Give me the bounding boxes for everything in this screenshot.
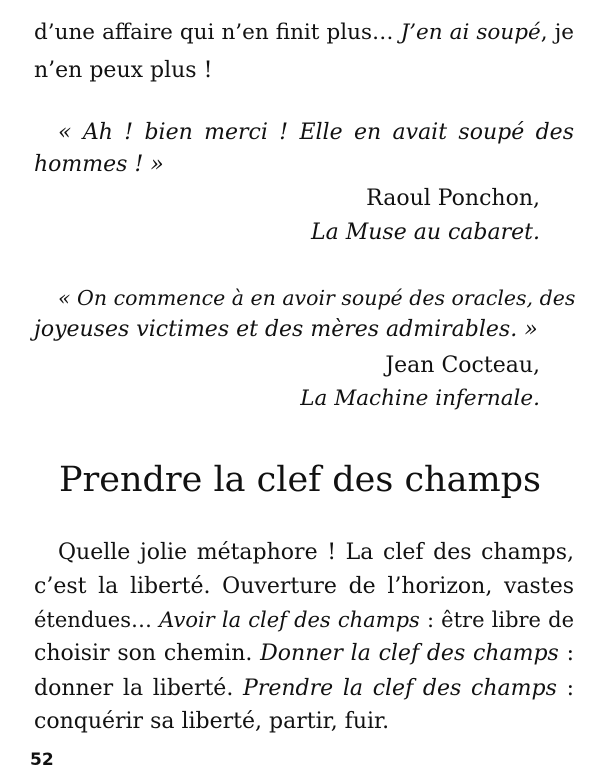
intro-line-1 (34, 18, 574, 48)
quote2-work: La Machine infernale. (300, 386, 540, 411)
body-line-1: Quelle jolie métaphore ! La clef des champs, (58, 540, 574, 565)
intro-line-2: n’en peux plus ! (34, 58, 213, 83)
quote1-work: La Muse au cabaret. (310, 220, 540, 245)
section-title: Prendre la clef des champs (58, 460, 542, 500)
body-line-2: c’est la liberté. Ouverture de l’horizon, vastes (34, 574, 574, 599)
quote2-line-2: joyeuses victimes et des mères admirables. » (34, 317, 538, 342)
body-italic: Donner la clef des champs (260, 641, 559, 666)
body-text: choisir son chemin. (34, 641, 261, 666)
intro-italic: J’en ai soupé (400, 20, 541, 45)
body-text: étendues… (34, 608, 160, 632)
quote2-author: Jean Cocteau, (385, 353, 540, 378)
quote2-line-1: « On commence à en avoir soupé des oracles, des (58, 286, 576, 310)
body-line-3 (34, 605, 574, 635)
body-line-5 (34, 674, 574, 704)
body-text: : (556, 676, 574, 701)
intro-text-end: , je (540, 20, 574, 45)
body-text: : être libre de (419, 608, 574, 632)
body-italic: Avoir la clef des champs (159, 608, 420, 632)
quote1-line-2: hommes ! » (34, 152, 164, 177)
intro-text: d’une affaire qui n’en finit plus… (34, 20, 401, 45)
body-line-4 (34, 639, 574, 669)
page-number: 52 (30, 750, 54, 770)
quote1-line-1: « Ah ! bien merci ! Elle en avait soupé des (58, 120, 574, 145)
quote1-author: Raoul Ponchon, (366, 186, 540, 211)
body-text: : (558, 641, 575, 666)
body-italic: Prendre la clef des champs (243, 676, 557, 701)
body-line-6: conquérir sa liberté, partir, fuir. (34, 709, 390, 734)
body-text: donner la liberté. (34, 676, 244, 701)
